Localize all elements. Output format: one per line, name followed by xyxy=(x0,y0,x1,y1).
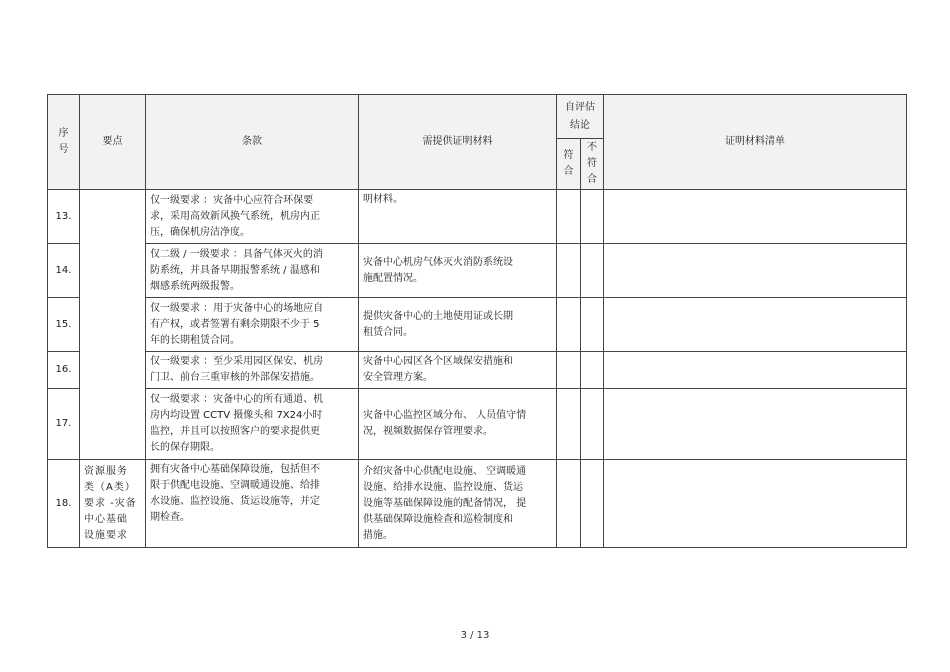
list-cell[interactable] xyxy=(604,244,907,298)
row-clause: 拥有灾备中心基础保障设施，包括但不 限于供配电设施、空调暖通设施、给排 水设施、监控设施、货运设施等，并定 期检查。 xyxy=(146,460,359,548)
comply-cell[interactable] xyxy=(557,389,581,460)
table-row xyxy=(48,298,907,352)
non-comply-cell[interactable] xyxy=(581,460,604,548)
requirements-table xyxy=(47,94,907,548)
header-comply: 符 合 xyxy=(557,139,581,190)
header-list: 证明材料清单 xyxy=(604,95,907,190)
page-number: 3 / 13 xyxy=(460,630,490,641)
header-non-comply: 不 符 合 xyxy=(581,139,604,190)
row-materials: 明材料。 xyxy=(359,190,557,244)
non-comply-cell[interactable] xyxy=(581,352,604,389)
row-seq: 18. xyxy=(48,460,80,548)
row-materials: 介绍灾备中心供配电设施、 空调暖通 设施、给排水设施、监控设施、货运 设施等基础保障设施的配备情况， 提 供基础保障设施检查和巡检制度和 措施。 xyxy=(359,460,557,548)
list-cell[interactable] xyxy=(604,352,907,389)
row-clause: 仅一级要求 ：灾备中心的所有通道、机 房内均设置 CCTV 摄像头和 7X24小时 监控，并且可以按照客户的要求提供更 长的保存期限。 xyxy=(146,389,359,460)
comply-cell[interactable] xyxy=(557,298,581,352)
comply-cell[interactable] xyxy=(557,190,581,244)
header-self-eval: 自评估 结论 xyxy=(557,95,604,139)
comply-cell[interactable] xyxy=(557,460,581,548)
comply-cell[interactable] xyxy=(557,352,581,389)
list-cell[interactable] xyxy=(604,389,907,460)
row-keypoint: 资源服务 类（A类） 要求 -灾备 中心基础 设施要求 xyxy=(80,460,146,548)
header-clause: 条款 xyxy=(146,95,359,190)
non-comply-cell[interactable] xyxy=(581,244,604,298)
header-seq: 序 号 xyxy=(48,95,80,190)
table-row xyxy=(48,460,907,548)
row-seq: 17. xyxy=(48,389,80,460)
list-cell[interactable] xyxy=(604,460,907,548)
row-clause: 仅二级 / 一级要求 ：具备气体灭火的消 防系统，并具备早期报警系统 / 温感和 烟感系统两级报警。 xyxy=(146,244,359,298)
row-seq: 16. xyxy=(48,352,80,389)
table-row xyxy=(48,352,907,389)
row-clause: 仅一级要求 ：用于灾备中心的场地应自 有产权，或者签署有剩余期限不少于 5 年的长期租赁合同。 xyxy=(146,298,359,352)
non-comply-cell[interactable] xyxy=(581,298,604,352)
non-comply-cell[interactable] xyxy=(581,190,604,244)
table-row xyxy=(48,244,907,298)
row-materials: 灾备中心监控区域分布、 人员值守情 况，视频数据保存管理要求。 xyxy=(359,389,557,460)
row-materials: 灾备中心机房气体灭火消防系统设 施配置情况。 xyxy=(359,244,557,298)
header-keypoint: 要点 xyxy=(80,95,146,190)
row-materials: 提供灾备中心的土地使用证或长期 租赁合同。 xyxy=(359,298,557,352)
row-seq: 15. xyxy=(48,298,80,352)
list-cell[interactable] xyxy=(604,298,907,352)
list-cell[interactable] xyxy=(604,190,907,244)
table-row xyxy=(48,389,907,460)
row-seq: 13. xyxy=(48,190,80,244)
table-row xyxy=(48,190,907,244)
row-clause: 仅一级要求 ：灾备中心应符合环保要 求，采用高效新风换气系统，机房内正 压，确保机房洁净度。 xyxy=(146,190,359,244)
comply-cell[interactable] xyxy=(557,244,581,298)
row-seq: 14. xyxy=(48,244,80,298)
non-comply-cell[interactable] xyxy=(581,389,604,460)
keypoint-cell-empty xyxy=(80,190,146,460)
header-materials: 需提供证明材料 xyxy=(359,95,557,190)
row-clause: 仅一级要求 ：至少采用园区保安、机房 门卫、前台三重审核的外部保安措施。 xyxy=(146,352,359,389)
row-materials: 灾备中心园区各个区域保安措施和 安全管理方案。 xyxy=(359,352,557,389)
